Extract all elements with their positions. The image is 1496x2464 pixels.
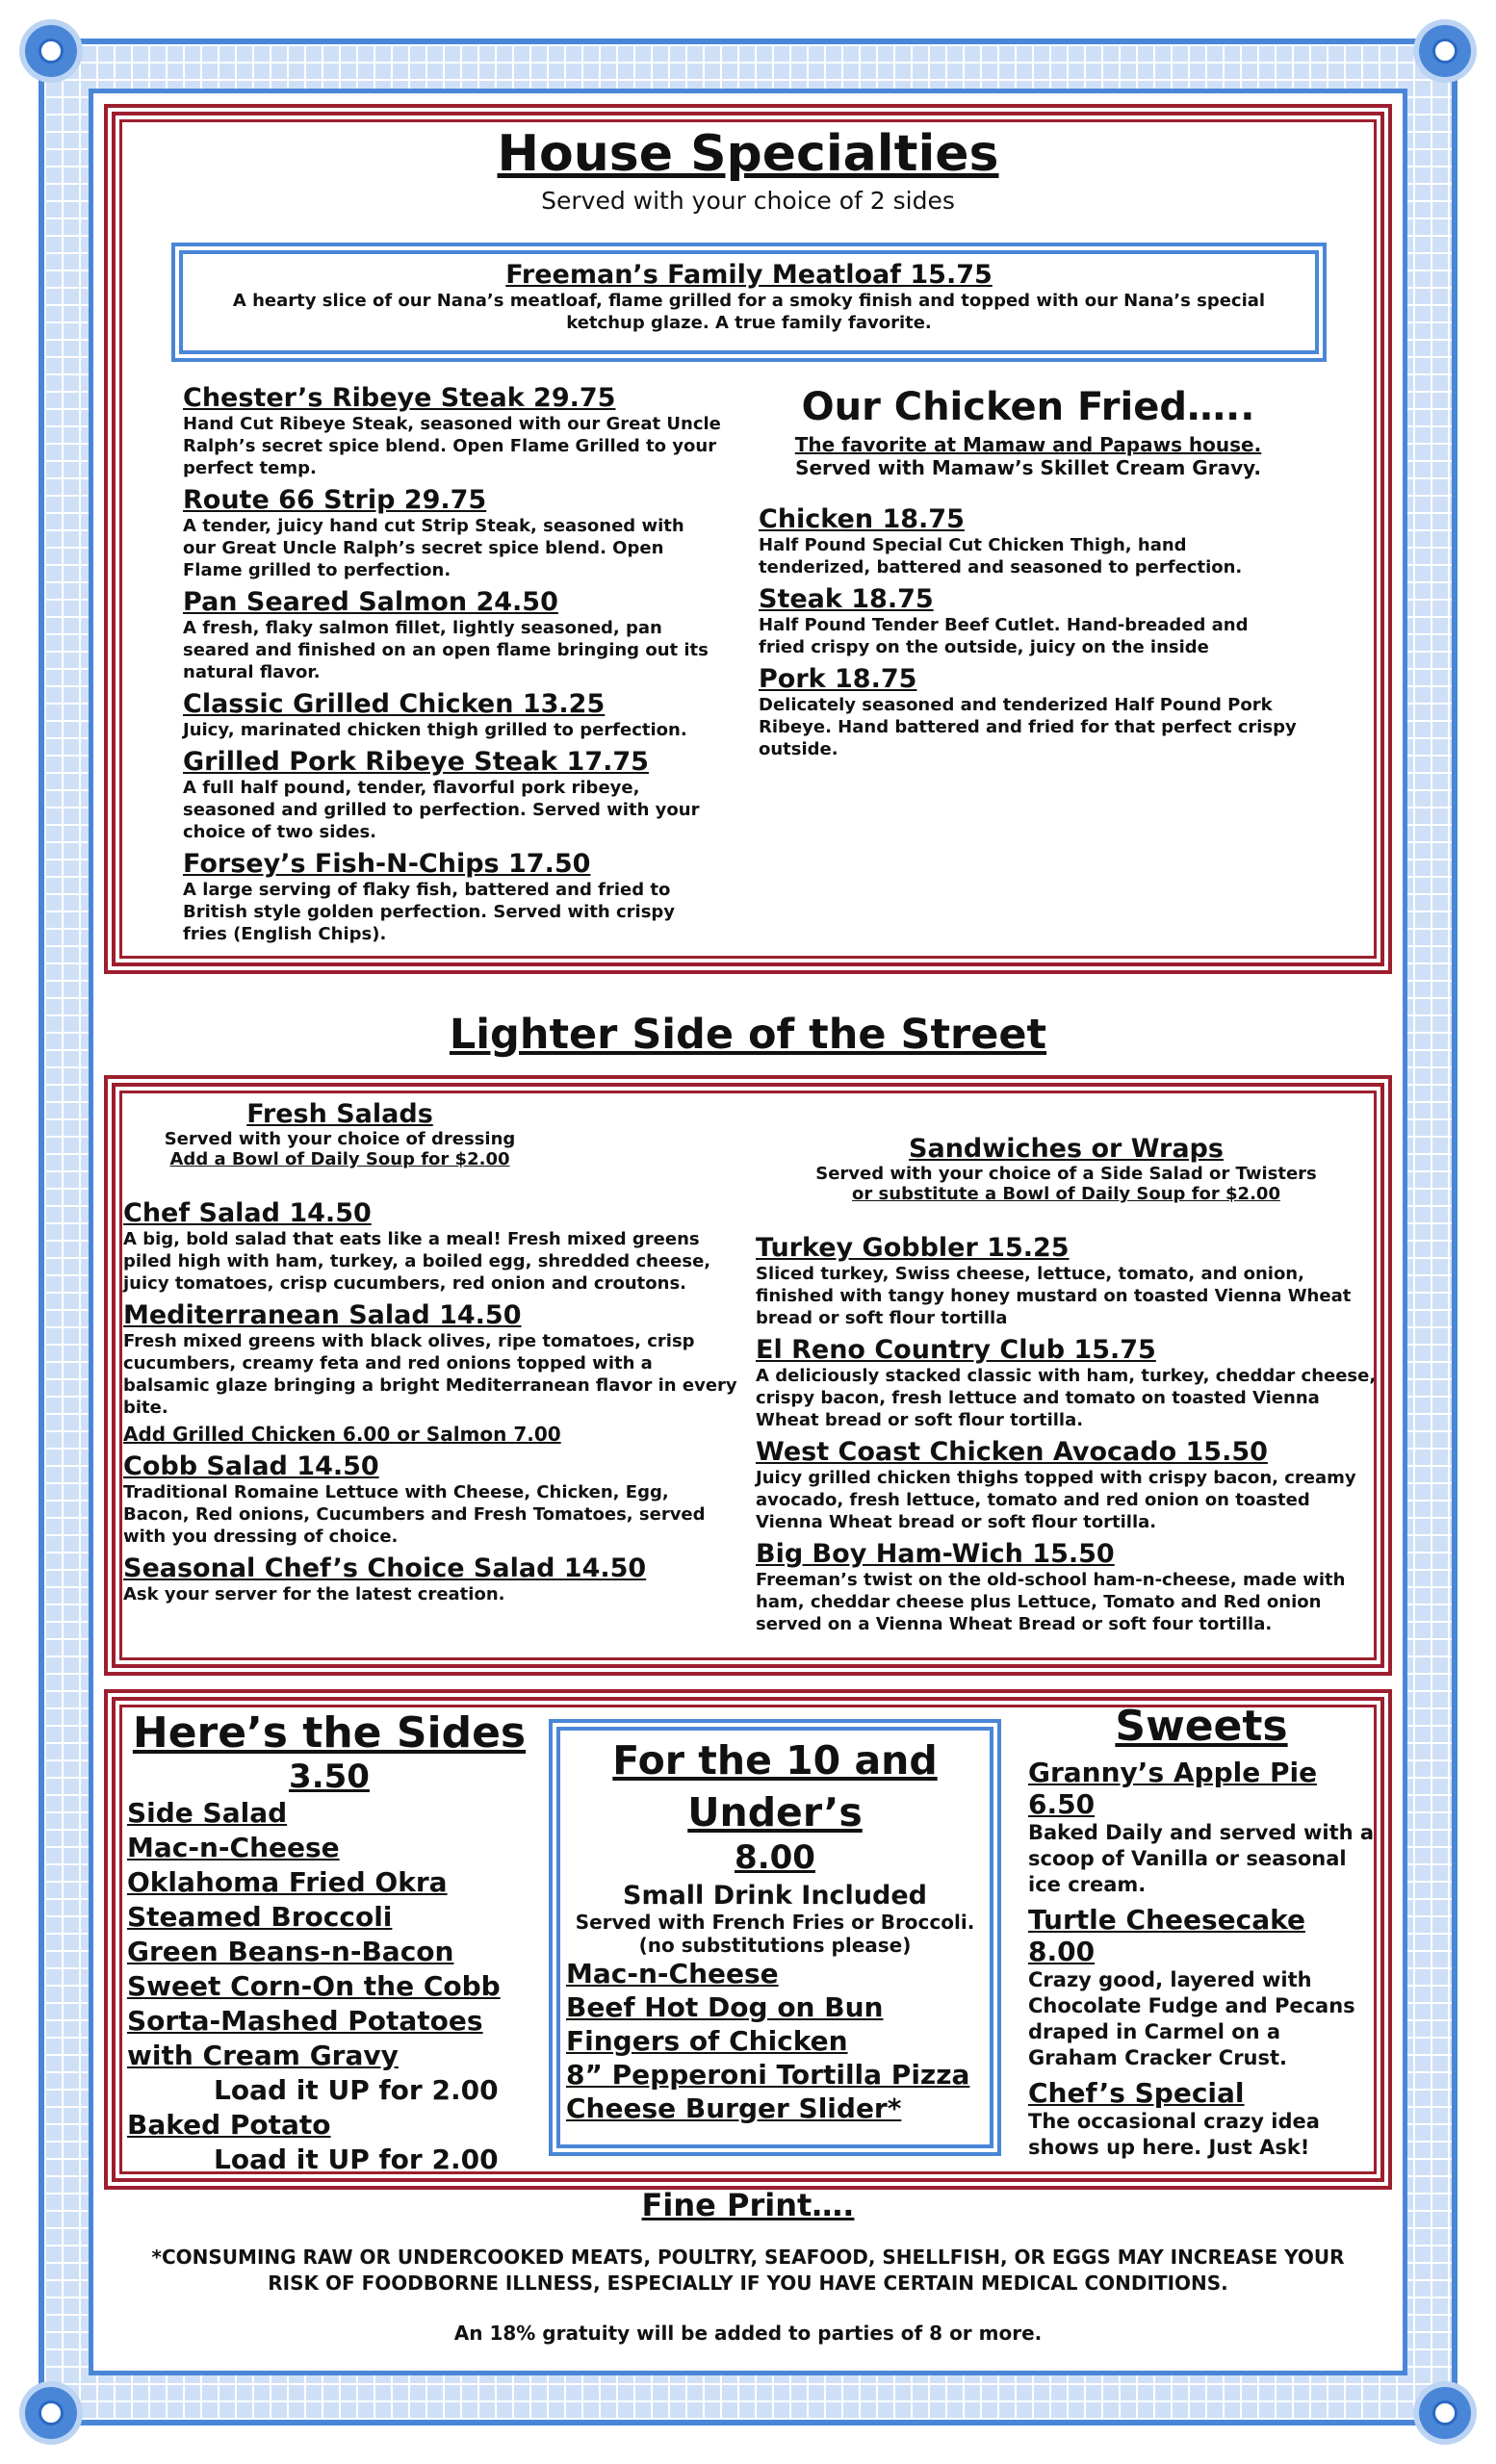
item-desc: Freeman’s twist on the old-school ham-n-cheese, made with ham, cheddar cheese plus Lettuce, Tomato and Red onion served on a Vienna Wheat Bread or soft four tortilla. (756, 1570, 1346, 1634)
kids-column (564, 1734, 986, 2125)
sandwiches-line1: Served with your choice of a Side Salad or Twisters (815, 1164, 1317, 1184)
kids-item: Mac-n-Cheese (566, 1958, 779, 1989)
chicken-fried-column (759, 385, 1298, 760)
item-desc: Juicy grilled chicken thighs topped with crispy bacon, creamy avocado, fresh lettuce, tomato and red onion on toasted Vienna Wheat bread or soft flour tortilla. (756, 1468, 1356, 1532)
item-title: Turtle Cheesecake 8.00 (1028, 1904, 1305, 1967)
item-title: Pork 18.75 (759, 664, 917, 694)
sandwiches-title: Sandwiches or Wraps (909, 1134, 1224, 1164)
item-title: Turkey Gobbler 15.25 (756, 1233, 1070, 1263)
fine-print (144, 2187, 1352, 2345)
item-desc: Sliced turkey, Swiss cheese, lettuce, tomato, and onion, finished with tangy honey mustard on toasted Vienna Wheat bread or soft flour tortilla (756, 1264, 1352, 1328)
sides-column (127, 1708, 541, 2177)
menu-item (183, 383, 722, 479)
item-desc: Half Pound Special Cut Chicken Thigh, hand tenderized, battered and seasoned to perfection. (759, 535, 1243, 578)
kids-item: Cheese Burger Slider* (566, 2092, 902, 2124)
menu-item (183, 747, 722, 843)
item-title: West Coast Chicken Avocado 15.50 (756, 1437, 1268, 1467)
menu-item (1028, 1757, 1375, 1898)
sandwiches-column (756, 1134, 1377, 1635)
item-title: Mediterranean Salad 14.50 (123, 1300, 522, 1330)
side-item: Side Salad (127, 1797, 288, 1829)
item-desc: A full half pound, tender, flavorful pork ribeye, seasoned and grilled to perfection. Served with your choice of two sides. (183, 778, 700, 842)
sides-title: Here’s the Sides (132, 1708, 527, 1758)
side-load-option: Load it UP for 2.00 (214, 2074, 499, 2106)
menu-item (183, 485, 722, 581)
item-desc: A fresh, flaky salmon fillet, lightly seasoned, pan seared and finished on an open flame bringing out its natural flavor. (183, 618, 709, 682)
menu-item (756, 1233, 1377, 1329)
featured-desc: A hearty slice of our Nana’s meatloaf, flame grilled for a smoky finish and topped with our Nana’s special ketchup glaze. A true family favorite. (232, 291, 1266, 333)
side-item: Baked Potato (127, 2109, 331, 2141)
corner-ornament (25, 25, 77, 77)
menu-item (1028, 1904, 1375, 2071)
item-title: Route 66 Strip 29.75 (183, 485, 487, 515)
item-desc: A deliciously stacked classic with ham, turkey, cheddar cheese, crispy bacon, fresh lettuce and tomato on toasted Vienna Wheat bread or soft flour tortilla. (756, 1366, 1377, 1430)
menu-item (183, 587, 722, 683)
salads-line2: Add a Bowl of Daily Soup for $2.00 (169, 1149, 510, 1169)
sides-price: 3.50 (289, 1758, 370, 1796)
salads-line1: Served with your choice of dressing (164, 1129, 516, 1149)
menu-item (756, 1437, 1377, 1533)
corner-ornament (1419, 2387, 1471, 2439)
chicken-fried-line2: Served with Mamaw’s Skillet Cream Gravy. (795, 456, 1261, 479)
menu-item (756, 1539, 1377, 1635)
item-desc: Half Pound Tender Beef Cutlet. Hand-breaded and fried crispy on the outside, juicy on the inside (759, 615, 1249, 657)
corner-ornament (1419, 25, 1471, 77)
side-item: Steamed Broccoli (127, 1901, 393, 1933)
kids-price: 8.00 (735, 1838, 815, 1877)
side-item: Oklahoma Fried Okra (127, 1866, 448, 1898)
kids-line1: Served with French Fries or Broccoli. (575, 1911, 975, 1934)
sandwiches-line2: or substitute a Bowl of Daily Soup for $2.00 (852, 1184, 1280, 1204)
kids-drink: Small Drink Included (623, 1881, 927, 1911)
item-desc: The occasional crazy idea shows up here. Just Ask! (1028, 2110, 1320, 2159)
kids-title: For the 10 and Under’s (612, 1737, 938, 1835)
item-desc: Delicately seasoned and tenderized Half Pound Pork Ribeye. Hand battered and fried for that perfect crispy outside. (759, 695, 1297, 759)
menu-item (756, 1335, 1377, 1431)
item-title: Steak 18.75 (759, 584, 934, 614)
fine-print-title: Fine Print…. (641, 2187, 855, 2223)
side-item: Sweet Corn-On the Cobb (127, 1970, 501, 2002)
item-title: Cobb Salad 14.50 (123, 1451, 379, 1481)
item-title: Chicken 18.75 (759, 504, 965, 534)
item-desc: A tender, juicy hand cut Strip Steak, seasoned with our Great Uncle Ralph’s secret spice blend. Open Flame grilled to perfection. (183, 516, 684, 580)
item-title: El Reno Country Club 15.75 (756, 1335, 1156, 1365)
menu-item (183, 689, 722, 741)
side-item: Mac-n-Cheese (127, 1832, 340, 1863)
item-desc: Fresh mixed greens with black olives, ripe tomatoes, crisp cucumbers, creamy feta and red onions topped with a balsamic glaze bringing a bright Mediterranean flavor in every bite. (123, 1331, 737, 1418)
menu-item (759, 504, 1298, 578)
salads-column (123, 1099, 739, 1605)
sweets-title: Sweets (1115, 1702, 1288, 1751)
featured-title: Freeman’s Family Meatloaf 15.75 (505, 260, 993, 290)
item-title: Classic Grilled Chicken 13.25 (183, 689, 606, 719)
item-desc: Traditional Romaine Lettuce with Cheese, Chicken, Egg, Bacon, Red onions, Cucumbers and Fresh Tomatoes, served with you dressing of choice. (123, 1482, 706, 1547)
menu-item (1028, 2077, 1375, 2161)
kids-item: Beef Hot Dog on Bun (566, 1991, 884, 2023)
menu-item (183, 849, 722, 945)
item-title: Pan Seared Salmon 24.50 (183, 587, 558, 617)
item-title: Chester’s Ribeye Steak 29.75 (183, 383, 616, 413)
side-item: Green Beans-n-Bacon (127, 1936, 454, 1967)
chicken-fried-title: Our Chicken Fried….. (801, 385, 1255, 429)
house-items-list (183, 377, 722, 945)
house-title: House Specialties (497, 125, 999, 183)
item-title: Grilled Pork Ribeye Steak 17.75 (183, 747, 649, 777)
menu-item (123, 1300, 739, 1419)
salads-title: Fresh Salads (246, 1099, 433, 1129)
foodborne-warning: *CONSUMING RAW OR UNDERCOOKED MEATS, POULTRY, SEAFOOD, SHELLFISH, OR EGGS MAY INCREASE YOUR RISK OF FOODBORNE ILLNESS, ESPECIALLY IF YOU HAVE CERTAIN MEDICAL CONDITIONS. (151, 2246, 1345, 2295)
house-subtitle: Served with your choice of 2 sides (541, 187, 955, 215)
lighter-title: Lighter Side of the Street (449, 1011, 1047, 1059)
item-desc: Ask your server for the latest creation. (123, 1584, 505, 1604)
item-title: Chef’s Special (1028, 2077, 1245, 2109)
item-title: Chef Salad 14.50 (123, 1198, 372, 1228)
item-title: Seasonal Chef’s Choice Salad 14.50 (123, 1553, 647, 1583)
item-desc: Hand Cut Ribeye Steak, seasoned with our Great Uncle Ralph’s secret spice blend. Open Flame Grilled to your perfect temp. (183, 414, 721, 478)
menu-item (123, 1451, 739, 1548)
menu-item (759, 664, 1298, 760)
item-desc: A big, bold salad that eats like a meal! Fresh mixed greens piled high with ham, turkey, a boiled egg, shredded cheese, juicy tomatoes, crisp cucumbers, red onion and croutons. (123, 1229, 711, 1294)
gratuity-note: An 18% gratuity will be added to parties of 8 or more. (453, 2322, 1043, 2345)
menu-item (123, 1553, 739, 1605)
item-desc: Juicy, marinated chicken thigh grilled to perfection. (183, 720, 687, 740)
menu-item (759, 584, 1298, 658)
item-title: Big Boy Ham-Wich 15.50 (756, 1539, 1115, 1569)
corner-ornament (25, 2387, 77, 2439)
sweets-column (1028, 1702, 1375, 2161)
item-desc: Crazy good, layered with Chocolate Fudge and Pecans draped in Carmel on a Graham Cracker Crust. (1028, 1968, 1355, 2069)
item-title: Forsey’s Fish-N-Chips 17.50 (183, 849, 591, 879)
kids-line2: (no substitutions please) (638, 1934, 912, 1957)
side-item: Sorta-Mashed Potatoes (127, 2005, 483, 2037)
side-item: with Cream Gravy (127, 2040, 399, 2071)
chicken-fried-line1: The favorite at Mamaw and Papaws house. (794, 433, 1262, 456)
item-desc: Baked Daily and served with a scoop of Vanilla or seasonal ice cream. (1028, 1821, 1375, 1896)
kids-item: Fingers of Chicken (566, 2025, 848, 2057)
salad-addon: Add Grilled Chicken 6.00 or Salmon 7.00 (123, 1423, 561, 1446)
side-load-option: Load it UP for 2.00 (214, 2143, 499, 2175)
item-title: Granny’s Apple Pie 6.50 (1028, 1757, 1318, 1820)
kids-item: 8” Pepperoni Tortilla Pizza (566, 2059, 970, 2091)
item-desc: A large serving of flaky fish, battered and fried to British style golden perfection. Served with crispy fries (English Chips). (183, 880, 676, 944)
menu-item (123, 1198, 739, 1295)
